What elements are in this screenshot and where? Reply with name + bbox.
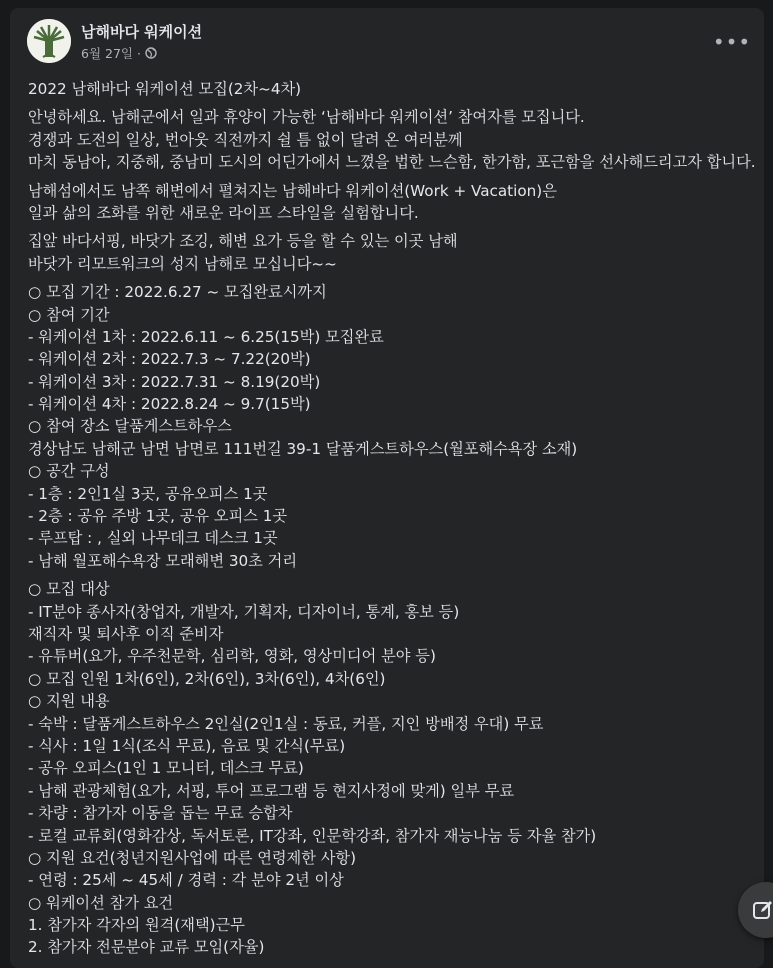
page-name-link[interactable]: 남해바다 워케이션 — [81, 23, 203, 41]
post-paragraph — [28, 230, 756, 275]
post-meta — [81, 44, 157, 62]
post-text-line: 2. 참가자 전문분야 교류 모임(자율) — [28, 938, 265, 957]
post-header — [10, 8, 764, 70]
post-text-line: ○ 참여 기간 — [28, 305, 110, 324]
post-text-line: - 로컬 교류회(영화감상, 독서토론, IT강좌, 인문학강좌, 참가자 재능나눔 등 자율 참가) — [28, 826, 597, 845]
post-text-line: - 워케이션 4차 : 2022.8.24 ~ 9.7(15박) — [28, 395, 311, 414]
post-text-line: ○ 지원 내용 — [28, 692, 110, 711]
post-text-line: 1. 참가자 각자의 원격(재택)근무 — [28, 916, 245, 935]
post-text-line: - 2층 : 공유 주방 1곳, 공유 오피스 1곳 — [28, 507, 288, 526]
post-text-line: - 연령 : 25세 ~ 45세 / 경력 : 각 분야 2년 이상 — [28, 871, 344, 890]
page-avatar[interactable] — [27, 19, 71, 63]
globe-icon — [145, 47, 157, 59]
post-text-line: 남해섬에서도 남쪽 해변에서 펼쳐지는 남해바다 워케이션(Work + Vacation)은 — [28, 181, 557, 200]
post-text-line: 재직자 및 퇴사후 이직 준비자 — [28, 624, 224, 643]
post-timestamp[interactable]: 6월 27일 — [81, 46, 133, 61]
post-text-line: 집앞 바다서핑, 바닷가 조깅, 해변 요가 등을 할 수 있는 이곳 남해 — [28, 232, 458, 251]
edit-icon — [752, 899, 773, 921]
post-paragraph — [28, 281, 756, 572]
post-text-line: - 차량 : 참가자 이동을 돕는 무료 승합차 — [28, 804, 293, 823]
post-text-line: ○ 워케이션 참가 요건 — [28, 893, 174, 912]
post-text-line: - 워케이션 1차 : 2022.6.11 ~ 6.25(15박) 모집완료 — [28, 327, 384, 346]
post-text-line: ○ 참여 장소 달품게스트하우스 — [28, 417, 232, 436]
post-text-line: - 남해 관광체험(요가, 서핑, 투어 프로그램 등 현지사정에 맞게) 일부 무료 — [28, 781, 515, 800]
post-text-line: ○ 모집 기간 : 2022.6.27 ~ 모집완료시까지 — [28, 283, 327, 302]
post-text-line: 안녕하세요. 남해군에서 일과 휴양이 가능한 ‘남해바다 워케이션’ 참여자를 모집니다. — [28, 108, 585, 127]
post-text-line: 일과 삶의 조화를 위한 새로운 라이프 스타일을 실험합니다. — [28, 203, 419, 222]
post-paragraph — [28, 578, 756, 959]
post-text-line: ○ 공간 구성 — [28, 462, 110, 481]
post-text-line: 경쟁과 도전의 일상, 번아웃 직전까지 쉴 틈 없이 달려 온 여러분께 — [28, 130, 463, 149]
post-text-line: - 남해 월포해수욕장 모래해변 30초 거리 — [28, 551, 298, 570]
post-text-line: - 숙박 : 달품게스트하우스 2인실(2인1실 : 동료, 커플, 지인 방배정 우대) 무료 — [28, 714, 544, 733]
post-text-line: - 공유 오피스(1인 1 모니터, 데스크 무료) — [28, 759, 304, 778]
post-text-line: 2022 남해바다 워케이션 모집(2차~4차) — [28, 80, 302, 98]
post-paragraph — [28, 180, 756, 225]
post-text-line: ○ 지원 요건(청년지원사업에 따른 연령제한 사항) — [28, 848, 356, 867]
post-text-line: - IT분야 종사자(창업자, 개발자, 기획자, 디자이너, 통계, 홍보 등) — [28, 602, 460, 621]
post-text-line: 마치 동남아, 지중해, 중남미 도시의 어딘가에서 느꼈을 법한 느슨함, 한가함, 포근함을 선사해드리고자 합니다. — [28, 153, 756, 172]
post-text-line: - 식사 : 1일 1식(조식 무료), 음료 및 간식(무료) — [28, 736, 346, 755]
post-paragraph — [28, 106, 756, 173]
post-paragraph — [28, 78, 756, 100]
post-body — [28, 78, 756, 959]
meta-separator: · — [136, 45, 141, 61]
post-text-line: 바닷가 리모트워크의 성지 남해로 모십니다~~ — [28, 254, 337, 273]
post-text-line: - 워케이션 2차 : 2022.7.3 ~ 7.22(20박) — [28, 350, 311, 369]
post-text-line: - 유튜버(요가, 우주천문학, 심리학, 영화, 영상미디어 분야 등) — [28, 647, 436, 666]
post-text-line: ○ 모집 대상 — [28, 580, 110, 599]
more-horizontal-icon: ••• — [712, 30, 752, 54]
more-options-button[interactable] — [714, 24, 750, 60]
post-text-line: 경상남도 남해군 남면 남면로 111번길 39-1 달품게스트하우스(월포해수욕장 소재) — [28, 439, 578, 458]
post-text-line: - 워케이션 3차 : 2022.7.31 ~ 8.19(20박) — [28, 372, 321, 391]
post-text-line: - 루프탑 : , 실외 나무데크 데스크 1곳 — [28, 529, 278, 548]
post-text-line: ○ 모집 인원 1차(6인), 2차(6인), 3차(6인), 4차(6인) — [28, 669, 386, 688]
post-text-line: - 1층 : 2인1실 3곳, 공유오피스 1곳 — [28, 484, 268, 503]
tree-logo-icon — [27, 19, 71, 63]
post-card — [10, 8, 764, 968]
